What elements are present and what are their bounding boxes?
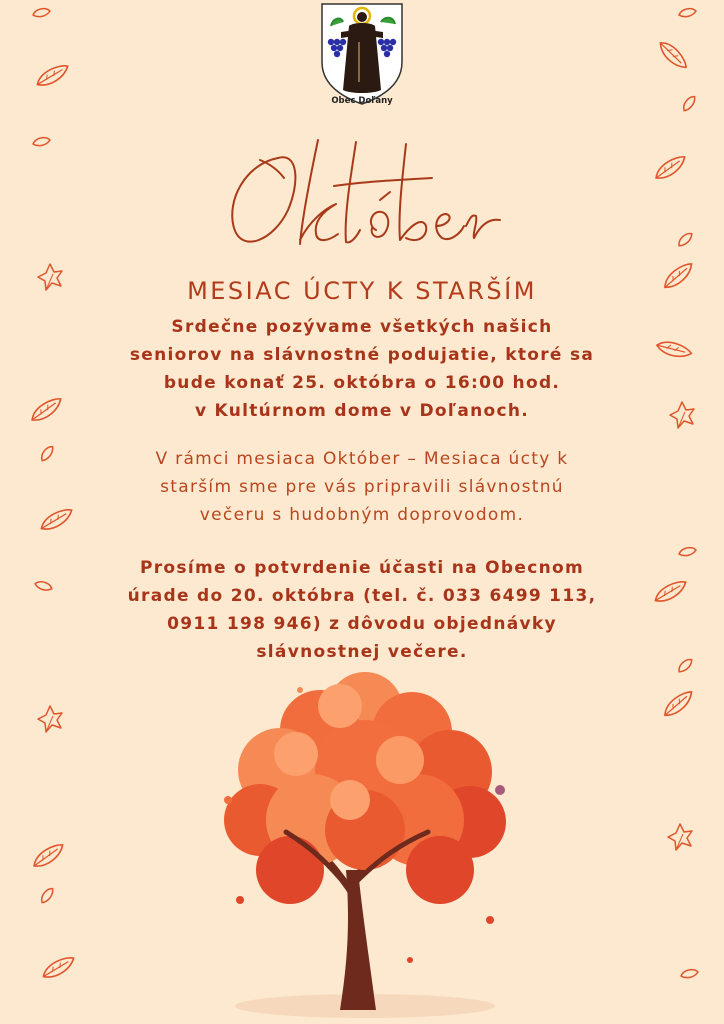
leaf-icon [27,840,72,874]
invitation-line: v Kultúrnom dome v Doľanoch. [194,401,530,421]
program-text [62,445,662,529]
leaf-icon [657,687,703,724]
leaf-icon [666,822,694,852]
program-line: večeru s hudobným doprovodom. [199,505,525,525]
leaf-icon [29,574,56,599]
rsvp-line: 0911 198 946) z dôvodu objednávky [167,614,557,634]
leaf-icon [33,441,60,467]
leaf-icon [649,152,694,186]
leaf-icon [30,5,52,21]
leaf-icon [36,704,64,734]
leaf-icon [676,5,698,21]
rsvp-text [62,554,662,666]
invitation-line: Srdečne pozývame všetkých našich [171,317,553,337]
crest-caption: Obec Doľany [331,96,393,106]
rsvp-line: Prosíme o potvrdenie účasti na Obecnom [139,558,584,578]
leaf-icon [676,544,698,560]
rsvp-line: slávnostnej večere. [256,642,468,662]
crest-icon [319,2,405,108]
leaf-icon [668,400,696,430]
invitation-line: seniorov na slávnostné podujatie, ktoré sa [129,345,595,365]
leaf-icon [30,134,52,150]
leaf-icon [38,953,82,985]
leaf-icon [33,883,60,909]
program-line: starším sme pre vás pripravili slávnostnú [160,477,564,497]
program-line: V rámci mesiaca Október – Mesiaca úcty k [155,449,569,469]
leaf-icon [675,91,702,117]
subtitle: MESIAC ÚCTY K STARŠÍM [187,277,537,305]
autumn-tree-illustration [200,660,530,1024]
title-script [200,130,524,270]
leaf-icon [652,34,691,80]
rsvp-line: úrade do 20. októbra (tel. č. 033 6499 113, [127,586,597,606]
invitation-text [62,313,662,425]
invitation-line: bude konať 25. októbra o 16:00 hod. [163,373,561,393]
leaf-icon [671,654,698,679]
leaf-icon [671,228,698,253]
leaf-icon [32,61,76,93]
leaf-icon [678,966,700,982]
